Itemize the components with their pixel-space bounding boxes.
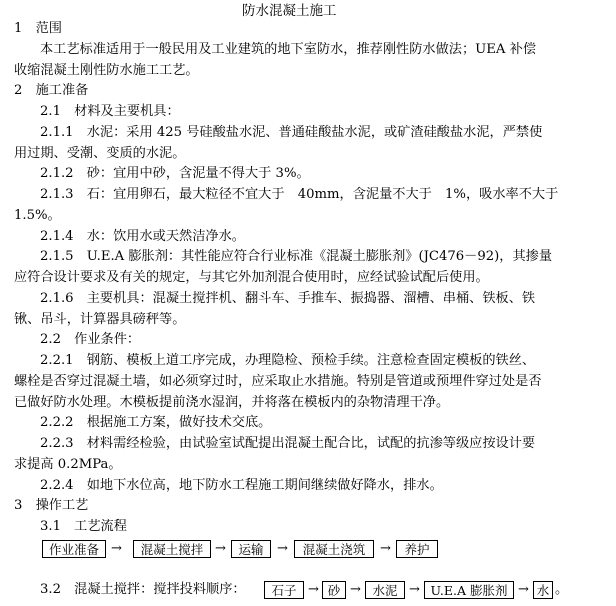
arrow-right-icon: → xyxy=(409,582,420,597)
arrow-right-icon: → xyxy=(277,541,288,556)
paragraph-line: 2.1.6 主要机具：混凝土搅拌机、翻斗车、手推车、振捣器、溜槽、串桶、铁板、铁 xyxy=(40,291,536,306)
mixing-order-label: 3.2 混凝土搅拌：搅拌投料顺序： xyxy=(40,582,246,597)
arrow-right-icon: → xyxy=(518,582,529,597)
mix-item: 水泥 xyxy=(365,581,405,599)
paragraph-line: 2.1.2 砂：宜用中砂，含泥量不得大于 3%。 xyxy=(40,166,310,181)
paragraph-line: 1.5%。 xyxy=(14,208,61,223)
flow-step: 运输 xyxy=(231,540,271,558)
arrow-right-icon: → xyxy=(380,541,391,556)
paragraph-line: 本工艺标准适用于一般民用及工业建筑的地下室防水，推荐刚性防水做法；UEA 补偿 xyxy=(40,42,537,57)
arrow-right-icon: → xyxy=(350,582,361,597)
paragraph-line: 求提高 0.2MPa。 xyxy=(14,457,122,472)
subsection-heading: 2.1 材料及主要机具： xyxy=(40,104,180,119)
period-mark: 。 xyxy=(555,582,569,597)
arrow-right-icon: → xyxy=(111,541,122,556)
mix-item: 石子 xyxy=(264,581,304,599)
paragraph-line: 2.2.4 如地下水位高，地下防水工程施工期间继续做好降水，排水。 xyxy=(40,478,443,493)
paragraph-line: 已做好防水处理。木模板提前浇水湿润，并将落在模板内的杂物清理干净。 xyxy=(14,395,450,410)
paragraph-line: 2.2.2 根据施工方案，做好技术交底。 xyxy=(40,415,272,430)
mix-item: 水 xyxy=(533,581,553,599)
paragraph-line: 2.1.4 水：饮用水或天然洁净水。 xyxy=(40,229,245,244)
paragraph-line: 2.2.1 钢筋、模板上道工序完成，办理隐检、预检手续。注意检查固定模板的铁丝、 xyxy=(40,353,536,368)
paragraph-line: 锹、吊斗，计算器具磅秤等。 xyxy=(14,312,186,327)
paragraph-line: 用过期、受潮、变质的水泥。 xyxy=(14,146,186,161)
subsection-heading: 2.2 作业条件： xyxy=(40,332,141,347)
paragraph-line: 2.2.3 材料需经检验，由试验室试配提出混凝土配合比，试配的抗渗等级应按设计要 xyxy=(40,436,536,451)
flow-step: 养护 xyxy=(396,540,438,558)
flow-step: 混凝土浇筑 xyxy=(294,540,374,558)
flow-step: 混凝土搅拌 xyxy=(133,540,211,558)
arrow-right-icon: → xyxy=(215,541,226,556)
flow-step: 作业准备 xyxy=(42,540,106,558)
section-heading: 1 范围 xyxy=(14,21,62,36)
paragraph-line: 螺栓是否穿过混凝土墙，如必须穿过时，应采取止水措施。特别是管道或预埋件穿过处是否 xyxy=(14,374,542,389)
paragraph-line: 2.1.1 水泥：采用 425 号硅酸盐水泥、普通硅酸盐水泥，或矿渣硅酸盐水泥，严禁使 xyxy=(40,125,543,140)
mix-item: 砂 xyxy=(322,581,346,599)
paragraph-line: 2.1.5 U.E.A 膨胀剂：其性能应符合行业标准《混凝土膨胀剂》(JC476－92)，其掺量 xyxy=(40,249,553,264)
document-title: 防水混凝土施工 xyxy=(242,3,337,19)
subsection-heading: 3.1 工艺流程 xyxy=(40,519,127,534)
paragraph-line: 应符合设计要求及有关的规定，与其它外加剂混合使用时，应经试验试配后使用。 xyxy=(14,270,489,285)
section-heading: 2 施工准备 xyxy=(14,83,89,98)
mix-item: U.E.A 膨胀剂 xyxy=(424,581,514,599)
section-heading: 3 操作工艺 xyxy=(14,498,89,513)
arrow-right-icon: → xyxy=(308,582,319,597)
paragraph-line: 收缩混凝土刚性防水施工工艺。 xyxy=(14,63,199,78)
paragraph-line: 2.1.3 石：宜用卵石，最大粒径不宜大于 40mm，含泥量不大于 1%，吸水率不大于 xyxy=(40,187,559,202)
